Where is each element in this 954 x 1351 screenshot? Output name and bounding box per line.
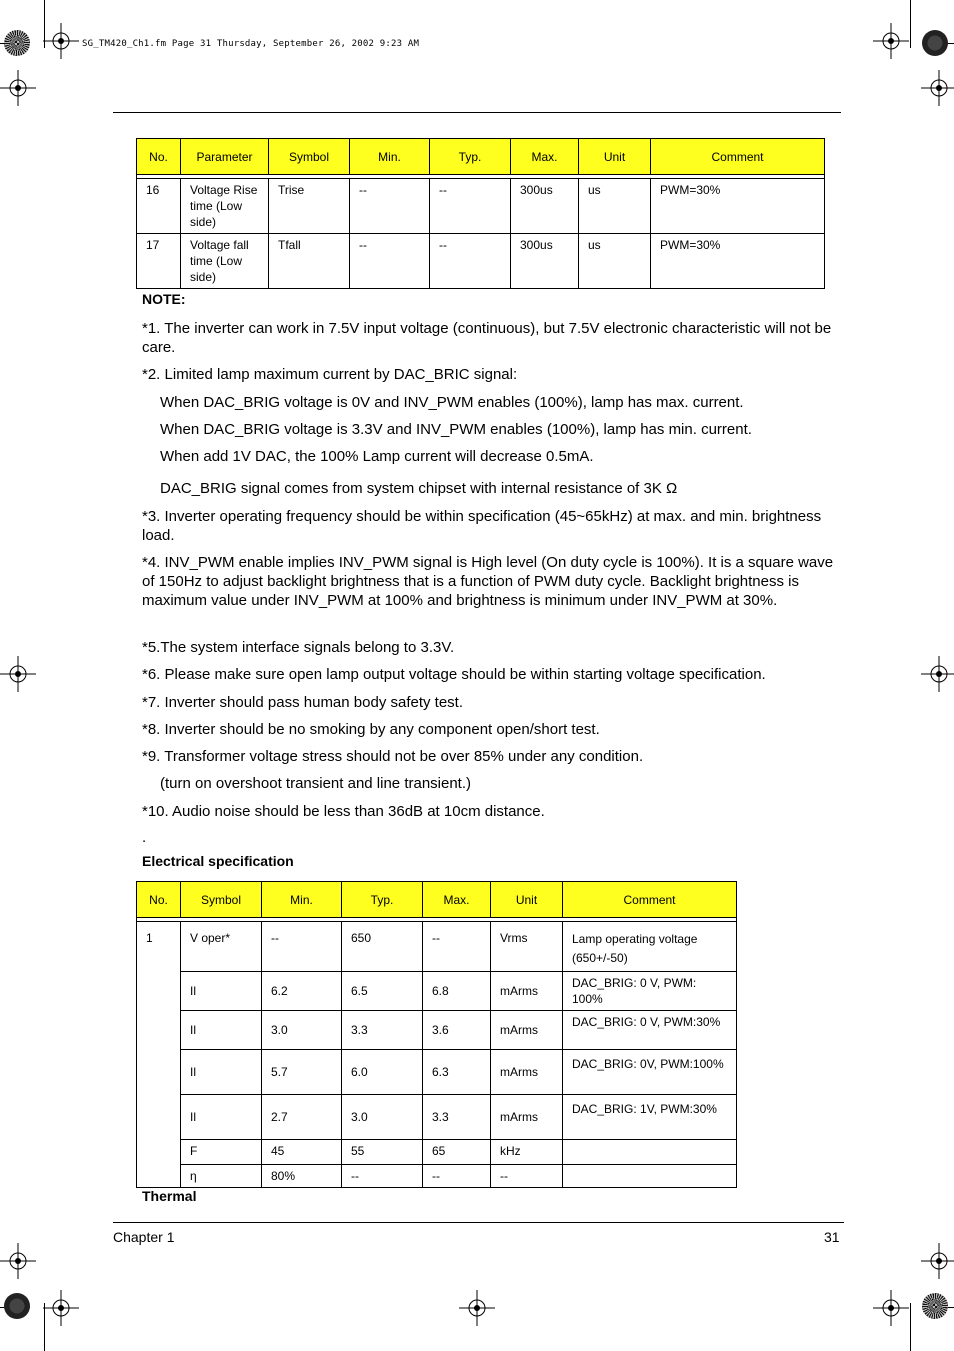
header-rule [113, 112, 841, 113]
table-cell: 3.3 [342, 1011, 423, 1050]
column-header: No. [137, 139, 181, 175]
table-cell: 300us [511, 179, 579, 234]
note-9: *9. Transformer voltage stress should not be over 85% under any condition. [142, 748, 644, 765]
chapter-label: Chapter 1 [113, 1229, 175, 1245]
separator-dot: . [142, 829, 147, 846]
table-row [137, 1095, 737, 1140]
note-3: *3. Inverter operating frequency should be within specification (45~65kHz) at max. and min. brightness load. [142, 508, 822, 544]
table-header-row [137, 882, 737, 918]
table-cell: DAC_BRIG: 1V, PWM:30% [563, 1095, 737, 1140]
table-cell: us [579, 179, 651, 234]
table-cell: mArms [491, 1011, 563, 1050]
table-cell: 3.3 [423, 1095, 491, 1140]
table-cell: 6.3 [423, 1050, 491, 1095]
table-cell: 3.6 [423, 1011, 491, 1050]
table-row [137, 922, 737, 972]
registration-mark-icon [921, 656, 954, 692]
table-cell: -- [350, 234, 430, 289]
table-cell: -- [342, 1165, 423, 1188]
file-stamp: SG_TM420_Ch1.fm Page 31 Thursday, September 26, 2002 9:23 AM [82, 39, 420, 49]
table-cell [563, 1165, 737, 1188]
table-cell: -- [491, 1165, 563, 1188]
column-header: Min. [350, 139, 430, 175]
registration-mark-icon [43, 1290, 79, 1326]
table-cell: -- [430, 234, 511, 289]
column-header: Max. [511, 139, 579, 175]
table-cell: 1 [137, 922, 181, 1188]
table-cell: Il [181, 1050, 262, 1095]
table-cell: Lamp operating voltage (650+/-50) [563, 922, 737, 972]
table-cell: Il [181, 1095, 262, 1140]
table-cell: DAC_BRIG: 0 V, PWM:30% [563, 1011, 737, 1050]
table-row [137, 179, 825, 234]
note-5: *5.The system interface signals belong to 3.3V. [142, 639, 455, 656]
table-cell: 65 [423, 1140, 491, 1165]
table-cell: V oper* [181, 922, 262, 972]
electrical-title: Electrical specification [142, 853, 294, 869]
color-rosette-icon [922, 30, 948, 56]
note-7: *7. Inverter should pass human body safety test. [142, 694, 464, 711]
table-row [137, 1140, 737, 1165]
table-cell: -- [262, 922, 342, 972]
table-cell: 3.0 [262, 1011, 342, 1050]
table-cell: mArms [491, 1095, 563, 1140]
table-cell: PWM=30% [651, 234, 825, 289]
registration-mark-icon [0, 1243, 36, 1279]
note-10: *10. Audio noise should be less than 36dB at 10cm distance. [142, 803, 545, 820]
table-cell: 17 [137, 234, 181, 289]
table-cell: 6.5 [342, 972, 423, 1011]
table-cell: 6.2 [262, 972, 342, 1011]
footer-rule [113, 1222, 844, 1223]
note-8: *8. Inverter should be no smoking by any component open/short test. [142, 721, 600, 738]
column-header: Comment [563, 882, 737, 918]
table-cell: PWM=30% [651, 179, 825, 234]
column-header: Parameter [181, 139, 269, 175]
table-cell: us [579, 234, 651, 289]
table-cell: 16 [137, 179, 181, 234]
note-title: NOTE: [142, 291, 186, 307]
table-cell: -- [350, 179, 430, 234]
note-2b: When DAC_BRIG voltage is 3.3V and INV_PWM enables (100%), lamp has min. current. [160, 421, 752, 438]
column-header: Min. [262, 882, 342, 918]
column-header: Symbol [269, 139, 350, 175]
color-rosette-icon [4, 30, 30, 56]
registration-mark-icon [873, 1290, 909, 1326]
table-cell: -- [423, 1165, 491, 1188]
table-cell: DAC_BRIG: 0 V, PWM: 100% [563, 972, 737, 1011]
column-header: No. [137, 882, 181, 918]
registration-mark-icon [921, 1243, 954, 1279]
table-cell: Voltage fall time (Low side) [181, 234, 269, 289]
table-cell: 300us [511, 234, 579, 289]
table-cell: F [181, 1140, 262, 1165]
table-cell: Il [181, 1011, 262, 1050]
registration-mark-icon [43, 23, 79, 59]
table-cell: Trise [269, 179, 350, 234]
note-1: *1. The inverter can work in 7.5V input voltage (continuous), but 7.5V electronic characteristic will not be care. [142, 320, 832, 356]
registration-mark-icon [873, 23, 909, 59]
table-cell: Vrms [491, 922, 563, 972]
table-cell: 5.7 [262, 1050, 342, 1095]
note-2: *2. Limited lamp maximum current by DAC_BRIC signal: [142, 366, 518, 383]
column-header: Symbol [181, 882, 262, 918]
note-2a: When DAC_BRIG voltage is 0V and INV_PWM enables (100%), lamp has max. current. [160, 394, 744, 411]
color-rosette-icon [4, 1293, 30, 1319]
note-6: *6. Please make sure open lamp output voltage should be within starting voltage specification. [142, 666, 766, 683]
electrical-table [136, 881, 737, 1188]
column-header: Unit [579, 139, 651, 175]
table-cell: 55 [342, 1140, 423, 1165]
registration-mark-icon [459, 1290, 495, 1326]
table-cell: Voltage Rise time (Low side) [181, 179, 269, 234]
registration-mark-icon [921, 70, 954, 106]
table-cell: kHz [491, 1140, 563, 1165]
table-cell: -- [430, 179, 511, 234]
table-cell: -- [423, 922, 491, 972]
parameter-table [136, 138, 825, 289]
column-header: Typ. [430, 139, 511, 175]
table-cell [563, 1140, 737, 1165]
thermal-title: Thermal [142, 1188, 197, 1204]
table-cell: mArms [491, 972, 563, 1011]
table-cell: Il [181, 972, 262, 1011]
table-cell: 3.0 [342, 1095, 423, 1140]
table-cell: 2.7 [262, 1095, 342, 1140]
note-4: *4. INV_PWM enable implies INV_PWM signal is High level (On duty cycle is 100%). It is a square wave of 150Hz to adjust backlight brightness that is a function of PWM duty cycle. Backlight brightness is maximum value under INV_PWM at 100% and brightness is minimum under INV_PWM at 30%. [142, 554, 834, 609]
table-cell: 6.8 [423, 972, 491, 1011]
table-cell: 80% [262, 1165, 342, 1188]
table-row [137, 234, 825, 289]
table-header-row [137, 139, 825, 175]
column-header: Unit [491, 882, 563, 918]
table-row [137, 1011, 737, 1050]
table-cell: 650 [342, 922, 423, 972]
table-row [137, 1050, 737, 1095]
note-2d: DAC_BRIG signal comes from system chipset with internal resistance of 3K Ω [160, 480, 678, 497]
note-9a: (turn on overshoot transient and line transient.) [160, 775, 472, 792]
table-cell: 45 [262, 1140, 342, 1165]
column-header: Typ. [342, 882, 423, 918]
note-2c: When add 1V DAC, the 100% Lamp current will decrease 0.5mA. [160, 448, 594, 465]
table-row [137, 1165, 737, 1188]
table-cell: η [181, 1165, 262, 1188]
table-cell: DAC_BRIG: 0V, PWM:100% [563, 1050, 737, 1095]
page-number: 31 [824, 1229, 840, 1245]
color-rosette-icon [922, 1293, 948, 1319]
table-cell: Tfall [269, 234, 350, 289]
table-cell: 6.0 [342, 1050, 423, 1095]
registration-mark-icon [0, 70, 36, 106]
registration-mark-icon [0, 656, 36, 692]
column-header: Max. [423, 882, 491, 918]
table-cell: mArms [491, 1050, 563, 1095]
column-header: Comment [651, 139, 825, 175]
table-row [137, 972, 737, 1011]
